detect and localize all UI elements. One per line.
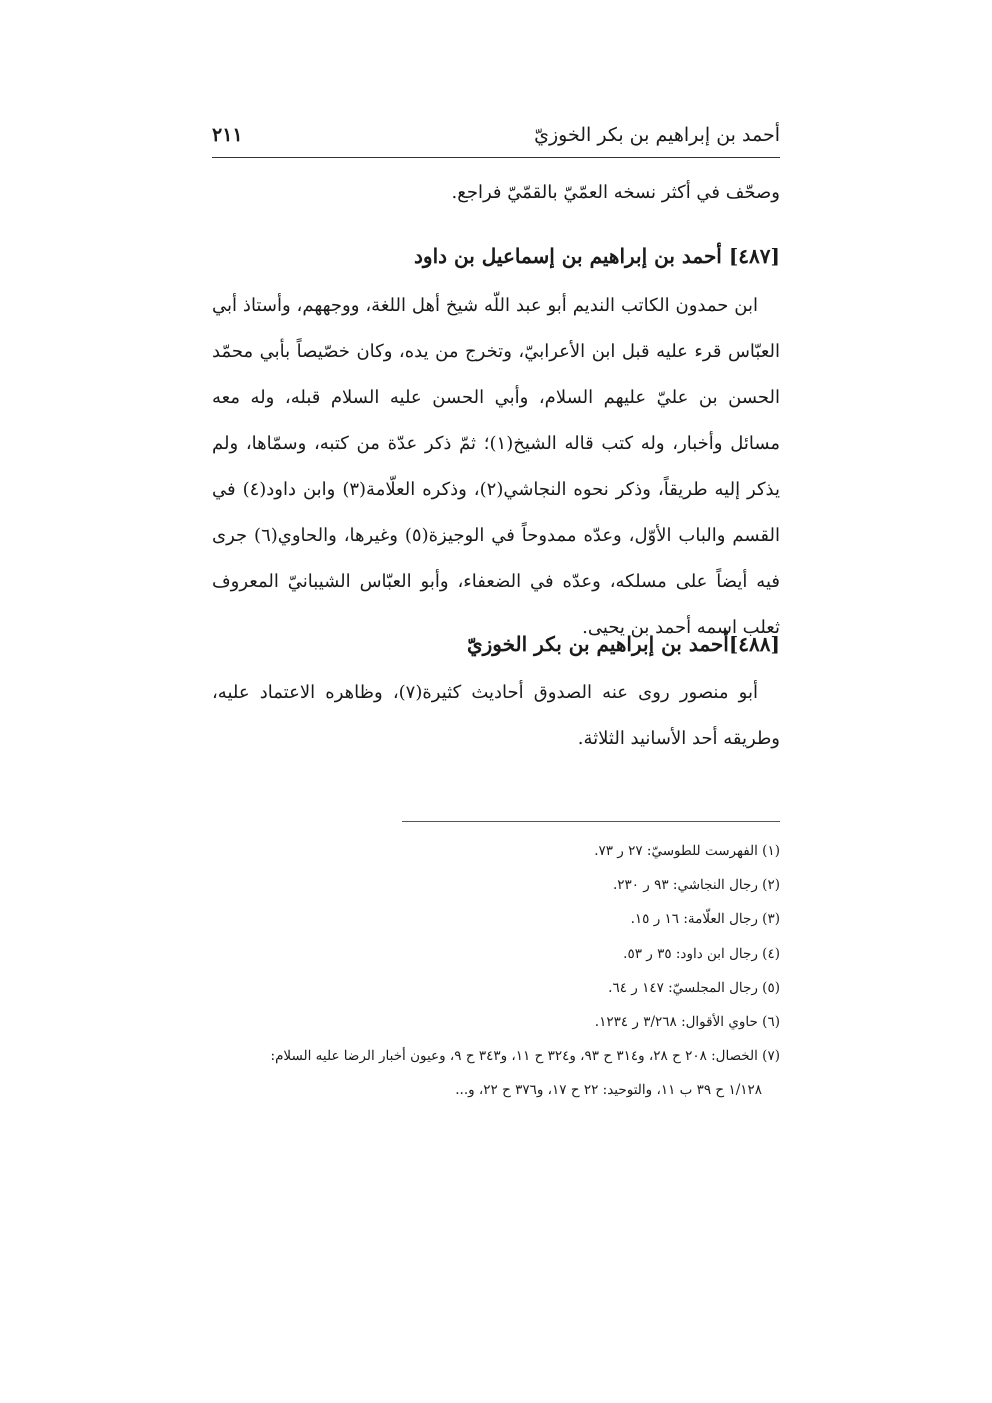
page-number: ٢١١ <box>212 124 243 146</box>
footnote-7: (٧) الخصال: ٢٠٨ ح ٢٨، و٣١٤ ح ٩٣، و٣٢٤ ح ١١، و٣٤٣ ح ٩، وعيون أخبار الرضا عليه السلام: <box>270 1048 780 1065</box>
entry-488-heading: [٤٨٨]أحمد بن إبراهيم بن بكر الخوزيّ <box>466 632 780 656</box>
footnote-5: (٥) رجال المجلسيّ: ١٤٧ ر ٦٤. <box>608 979 780 996</box>
footnotes <box>212 834 780 1108</box>
footnote-6: (٦) حاوي الأقوال: ٣/٢٦٨ ر ١٢٣٤. <box>594 1014 780 1031</box>
entry-487-text: ابن حمدون الكاتب النديم أبو عبد اللّه شيخ أهل اللغة، ووجههم، وأستاذ أبي العبّاس قرء عليه قبل ابن الأعرابيّ، وتخرج من يده، وكان خصّيصاً بأبي محمّد الحسن بن عليّ عليهم السلام، وأبي الحسن عليه السلام قبله، وله معه مسائل وأخبار، وله كتب قاله الشيخ(١)؛ ثمّ ذكر عدّة من كتبه، وسمّاها، ولم يذكر إليه طريقاً، وذكر نحوه النجاشي(٢)، وذكره العلّامة(٣) وابن داود(٤) في القسم والباب الأوّل، وعدّه ممدوحاً في الوجيزة(٥) وغيرها، والحاوي(٦) جرى فيه أيضاً على مسلكه، وعدّه في الضعفاء، وأبو العبّاس الشيبانيّ المعروف ثعلب اسمه أحمد بن يحيى. <box>212 295 781 638</box>
continuation-paragraph: وصحّف في أكثر نسخه العمّيّ بالقمّيّ فراجع. <box>451 182 780 203</box>
footnote-3: (٣) رجال العلّامة: ١٦ ر ١٥. <box>630 911 780 928</box>
running-title: أحمد بن إبراهيم بن بكر الخوزيّ <box>534 124 780 146</box>
footnote-2: (٢) رجال النجاشي: ٩٣ ر ٢٣٠. <box>612 877 780 894</box>
entry-488-text: أبو منصور روى عنه الصدوق أحاديث كثيرة(٧)، وظاهره الاعتماد عليه، وطريقه أحد الأسانيد الثلاثة. <box>212 682 780 749</box>
entry-487-heading: [٤٨٧] أحمد بن إبراهيم بن إسماعيل بن داود <box>414 244 780 268</box>
footnote-divider <box>402 821 780 822</box>
footnote-1: (١) الفهرست للطوسيّ: ٢٧ ر ٧٣. <box>594 843 780 859</box>
page-header <box>212 120 780 156</box>
footnote-7-continuation: ١/١٢٨ ح ٣٩ ب ١١، والتوحيد: ٢٢ ح ١٧، و٣٧٦ ح ٢٢، و... <box>455 1082 762 1099</box>
footnote-4: (٤) رجال ابن داود: ٣٥ ر ٥٣. <box>623 945 780 962</box>
header-divider <box>212 157 780 158</box>
